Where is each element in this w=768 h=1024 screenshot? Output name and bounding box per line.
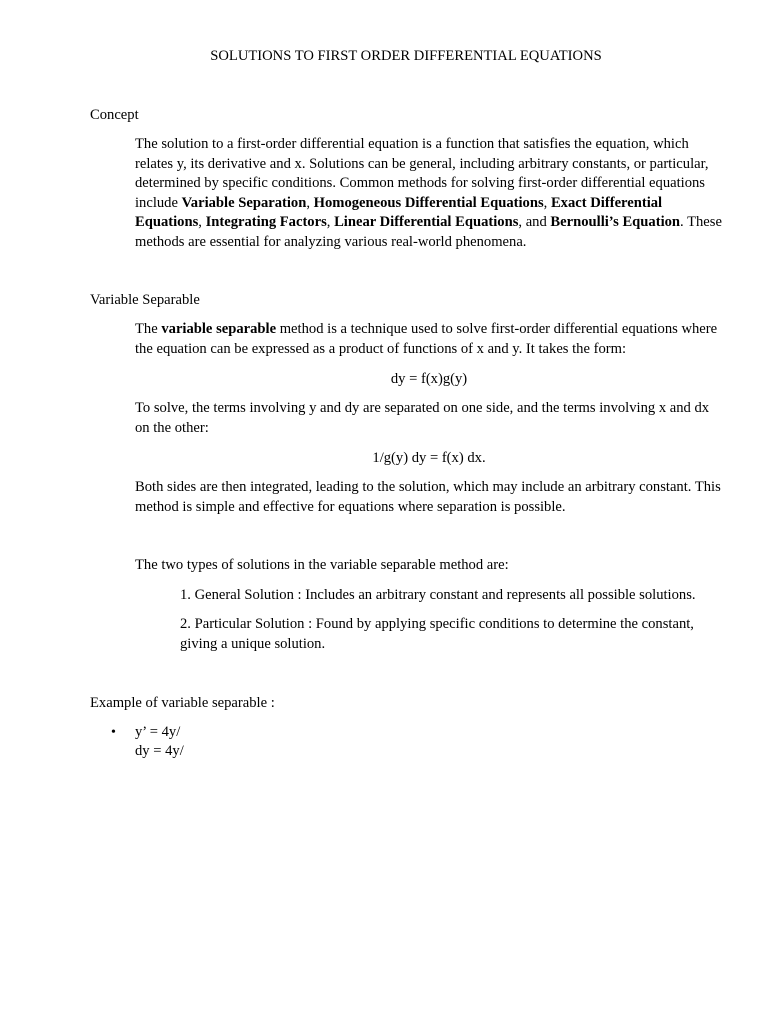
example-line-1: y’ = 4y/ [135,724,181,740]
concept-outro-text: . These methods are essential for analyzing various real-world phenomena. [135,214,722,250]
example-line-2: dy = 4y/ [135,743,184,759]
method-linear: Linear Differential Equations [334,214,519,231]
method-variable-separation: Variable Separation [181,194,307,211]
variable-separable-paragraph-2: To solve, the terms involving y and dy are separated on one side, and the terms involving x and dx on the other: [135,400,710,436]
solution-types-intro: The two types of solutions in the variable separable method are: [135,557,509,573]
p1-end-text: method is a technique used to solve first-order differential equations where the equation can be expressed as a product of functions of x and y. It takes the form: [135,321,718,357]
equation-separated: 1/g(y) dy = f(x) dx. [372,450,486,466]
method-integrating-factors: Integrating Factors [205,214,327,231]
separator: , and [518,214,551,231]
list-item-general-solution: 1. General Solution : Includes an arbitrary constant and represents all possible solutions. [180,587,696,603]
example-heading: Example of variable separable : [90,695,275,711]
separator: , [198,214,206,231]
concept-paragraph [135,135,725,253]
document-title: SOLUTIONS TO FIRST ORDER DIFFERENTIAL EQUATIONS [210,48,602,64]
separator: , [326,214,335,231]
variable-separable-paragraph-3: Both sides are then integrated, leading to the solution, which may include an arbitrary constant. This method is simple and effective for equations where separation is possible. [135,479,721,515]
bullet-icon: • [111,725,116,740]
concept-heading: Concept [90,107,139,123]
method-exact: Exact Differential Equations [135,194,663,231]
p1-start-text: The [135,321,162,337]
method-bernoulli: Bernoulli’s Equation [550,214,681,231]
equation-form: dy = f(x)g(y) [390,371,468,387]
variable-separable-heading: Variable Separable [90,292,200,308]
method-homogeneous: Homogeneous Differential Equations [313,194,544,211]
separator: , [543,194,551,211]
list-item-particular-solution: 2. Particular Solution : Found by applying specific conditions to determine the constant, giving a unique solution. [180,616,694,652]
separator: , [306,194,314,211]
concept-intro-text: The solution to a first-order differential equation is a function that satisfies the equation, which relates y, its derivative and x. Solutions can be general, including arbitrary constants, or particular, determined by specific conditions. Common methods for solving first-order differential equations include [135,136,709,211]
variable-separable-paragraph-1 [135,320,725,359]
variable-separable-term: variable separable [161,321,277,337]
